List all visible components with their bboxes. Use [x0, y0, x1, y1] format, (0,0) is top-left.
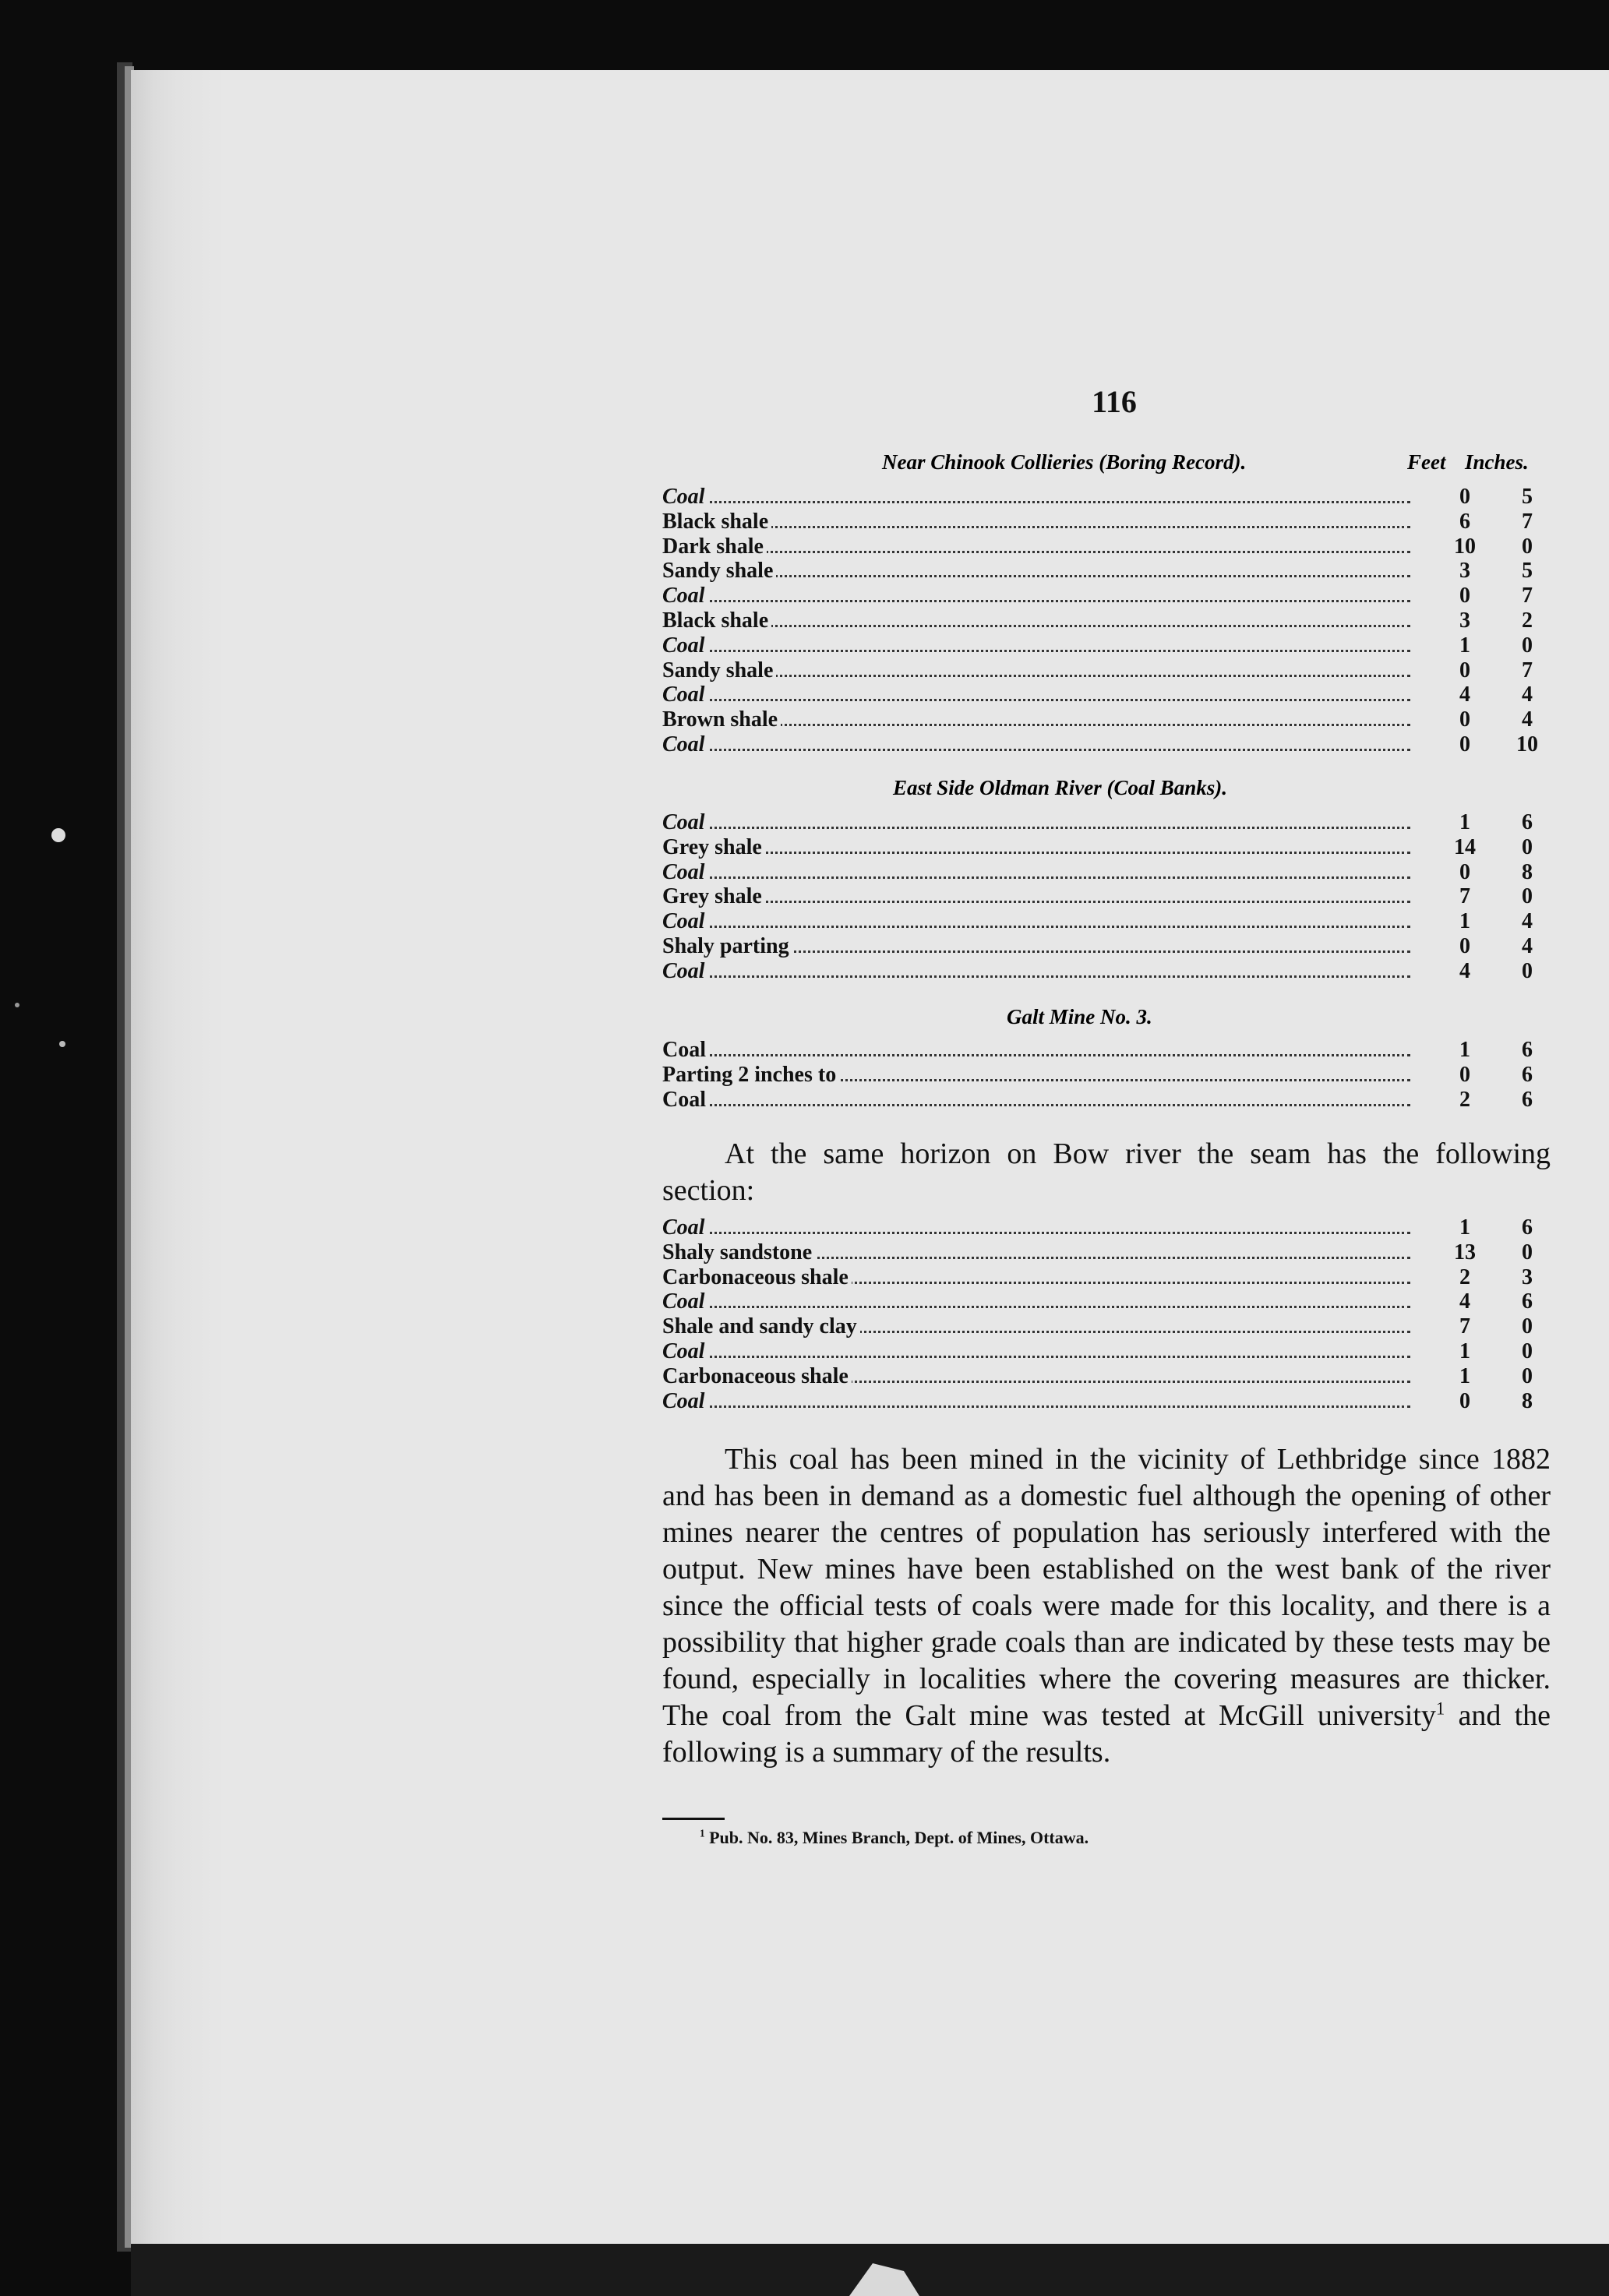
row-label [662, 959, 1410, 984]
row-label [662, 534, 1410, 559]
row-inches: 0 [1522, 534, 1533, 559]
row-label [662, 732, 1410, 757]
row-label [662, 884, 1410, 909]
table-row [662, 1364, 1551, 1389]
row-feet: 1 [1459, 1215, 1470, 1240]
table-row [662, 1289, 1551, 1314]
column-header-feet: Feet [1407, 450, 1446, 474]
table-row [662, 584, 1551, 608]
row-label [662, 510, 1410, 534]
row-label [662, 934, 1410, 959]
table-row [662, 1389, 1551, 1414]
row-feet: 4 [1459, 682, 1470, 707]
row-inches: 10 [1516, 732, 1538, 757]
row-label-text: Coal [662, 1088, 709, 1112]
row-inches: 5 [1522, 485, 1533, 509]
row-label [662, 485, 1410, 510]
row-feet: 2 [1459, 1264, 1470, 1289]
row-inches: 6 [1522, 1038, 1533, 1062]
row-inches: 0 [1522, 1314, 1533, 1339]
row-label-text: Grey shale [662, 835, 765, 859]
row-feet: 1 [1459, 1038, 1470, 1062]
row-feet: 0 [1459, 584, 1470, 608]
table-row [662, 658, 1551, 683]
row-feet: 0 [1459, 859, 1470, 884]
table-row [662, 1088, 1551, 1113]
scan-speck [51, 828, 65, 842]
main-paragraph-tail: and the following is a summary of the results. [662, 1699, 1551, 1769]
row-inches: 5 [1522, 559, 1533, 584]
row-feet: 0 [1459, 732, 1470, 757]
row-feet: 4 [1459, 958, 1470, 983]
row-inches: 0 [1522, 633, 1533, 658]
row-feet: 0 [1459, 485, 1470, 509]
row-inches: 6 [1522, 1289, 1533, 1314]
table-row [662, 1339, 1551, 1364]
row-label-text: Coal [662, 860, 707, 884]
row-label [662, 835, 1410, 860]
row-label-text: Coal [662, 1215, 707, 1240]
row-inches: 2 [1522, 608, 1533, 633]
row-label-text: Coal [662, 1289, 707, 1314]
row-label-text: Black shale [662, 608, 771, 633]
row-feet: 0 [1459, 1062, 1470, 1087]
row-label-text: Brown shale [662, 707, 781, 732]
table-row [662, 608, 1551, 633]
row-label-text: Shale and sandy clay [662, 1314, 860, 1338]
row-label-text: Coal [662, 959, 707, 983]
row-label-text: Black shale [662, 510, 771, 534]
row-label [662, 810, 1410, 835]
table-row [662, 682, 1551, 707]
row-label-text: Coal [662, 1389, 707, 1413]
row-label [662, 658, 1410, 683]
table-row [662, 633, 1551, 658]
footnote-text: Pub. No. 83, Mines Branch, Dept. of Mines, Ottawa. [709, 1828, 1089, 1847]
row-label [662, 584, 1410, 608]
row-label-text: Grey shale [662, 884, 765, 908]
table-row [662, 810, 1551, 835]
row-inches: 7 [1522, 509, 1533, 534]
footnote-number: 1 [700, 1827, 705, 1839]
footnote-marker: 1 [1435, 1698, 1445, 1719]
row-feet: 10 [1454, 534, 1476, 559]
column-header-inches: Inches. [1465, 450, 1529, 474]
row-label-text: Coal [662, 1339, 707, 1363]
table-row [662, 860, 1551, 885]
row-label-text: Coal [662, 633, 707, 658]
table-row [662, 485, 1551, 510]
main-paragraph-text: This coal has been mined in the vicinity of Lethbridge since 1882 and has been in demand as a domestic fuel although the opening of other mines nearer the centres of population has seriously interfered with the output. New mines have been established on the west bank of the river since the official tests of coals were made for this locality, and there is a possibility that higher grade coals than are indicated by these tests may be found, especially in localities where the covering measures are thicker. The coal from the Galt mine was tested at McGill university [662, 1443, 1551, 1732]
row-label [662, 633, 1410, 658]
table-row [662, 909, 1551, 934]
table-row [662, 1240, 1551, 1265]
row-feet: 3 [1459, 559, 1470, 584]
row-label [662, 1038, 1410, 1063]
page-edge-shadow [131, 70, 224, 2244]
table-row [662, 534, 1551, 559]
row-label [662, 1215, 1410, 1240]
main-paragraph [662, 1441, 1551, 1771]
row-feet: 7 [1459, 1314, 1470, 1339]
row-label-text: Sandy shale [662, 658, 776, 682]
row-label-text: Sandy shale [662, 559, 776, 583]
row-label [662, 909, 1410, 934]
row-inches: 0 [1522, 1363, 1533, 1388]
row-label-text: Coal [662, 1038, 709, 1062]
row-feet: 1 [1459, 810, 1470, 834]
row-label [662, 1265, 1410, 1290]
footnote-rule [662, 1818, 725, 1820]
row-label [662, 1063, 1410, 1088]
table-row [662, 835, 1551, 860]
row-feet: 0 [1459, 658, 1470, 682]
row-label [662, 1289, 1410, 1314]
table-row [662, 559, 1551, 584]
row-feet: 1 [1459, 1339, 1470, 1363]
row-inches: 6 [1522, 810, 1533, 834]
row-inches: 4 [1522, 707, 1533, 732]
row-label [662, 682, 1410, 707]
row-inches: 0 [1522, 958, 1533, 983]
row-label-text: Shaly parting [662, 934, 792, 958]
page-number: 116 [1092, 384, 1137, 419]
bow-river-intro: At the same horizon on Bow river the seam has the following section: [662, 1137, 1551, 1207]
row-label-text: Coal [662, 909, 707, 933]
table-row [662, 732, 1551, 757]
row-inches: 8 [1522, 859, 1533, 884]
row-label [662, 1389, 1410, 1414]
row-label-text: Coal [662, 732, 707, 757]
section-title-galt: Galt Mine No. 3. [1007, 1005, 1152, 1028]
row-label [662, 860, 1410, 885]
row-inches: 0 [1522, 1339, 1533, 1363]
row-feet: 14 [1454, 834, 1476, 859]
row-feet: 2 [1459, 1087, 1470, 1112]
row-inches: 7 [1522, 658, 1533, 682]
footnote [700, 1828, 1089, 1848]
row-label [662, 1339, 1410, 1364]
row-feet: 1 [1459, 1363, 1470, 1388]
row-feet: 4 [1459, 1289, 1470, 1314]
row-feet: 3 [1459, 608, 1470, 633]
row-feet: 1 [1459, 909, 1470, 934]
table-row [662, 1215, 1551, 1240]
row-inches: 7 [1522, 584, 1533, 608]
table-row [662, 707, 1551, 732]
row-label [662, 1364, 1410, 1389]
row-label [662, 707, 1410, 732]
row-inches: 4 [1522, 909, 1533, 934]
row-label-text: Dark shale [662, 534, 767, 559]
row-inches: 8 [1522, 1388, 1533, 1413]
row-feet: 0 [1459, 707, 1470, 732]
row-label-text: Coal [662, 810, 707, 834]
row-inches: 0 [1522, 834, 1533, 859]
row-label-text: Carbonaceous shale [662, 1265, 852, 1289]
row-inches: 4 [1522, 934, 1533, 958]
table-row [662, 934, 1551, 959]
row-feet: 0 [1459, 934, 1470, 958]
row-label-text: Parting 2 inches to [662, 1063, 839, 1087]
row-inches: 6 [1522, 1062, 1533, 1087]
row-label [662, 559, 1410, 584]
row-inches: 6 [1522, 1087, 1533, 1112]
row-label [662, 1088, 1410, 1113]
table-row [662, 959, 1551, 984]
row-inches: 4 [1522, 682, 1533, 707]
table-row [662, 1063, 1551, 1088]
row-inches: 6 [1522, 1215, 1533, 1240]
table-row [662, 884, 1551, 909]
table-row [662, 1314, 1551, 1339]
row-inches: 0 [1522, 884, 1533, 909]
row-feet: 6 [1459, 509, 1470, 534]
row-feet: 13 [1454, 1240, 1476, 1264]
row-inches: 0 [1522, 1240, 1533, 1264]
row-label-text: Shaly sandstone [662, 1240, 815, 1264]
row-label-text: Coal [662, 485, 707, 509]
row-feet: 0 [1459, 1388, 1470, 1413]
row-label [662, 608, 1410, 633]
row-label-text: Carbonaceous shale [662, 1364, 852, 1388]
section-title-oldman: East Side Oldman River (Coal Banks). [893, 776, 1228, 799]
table-row [662, 1265, 1551, 1290]
row-inches: 3 [1522, 1264, 1533, 1289]
table-row [662, 1038, 1551, 1063]
row-label-text: Coal [662, 682, 707, 707]
row-feet: 7 [1459, 884, 1470, 909]
table-row [662, 510, 1551, 534]
row-label [662, 1240, 1410, 1265]
section-title-chinook: Near Chinook Collieries (Boring Record). [882, 450, 1247, 474]
row-feet: 1 [1459, 633, 1470, 658]
row-label-text: Coal [662, 584, 707, 608]
row-label [662, 1314, 1410, 1339]
